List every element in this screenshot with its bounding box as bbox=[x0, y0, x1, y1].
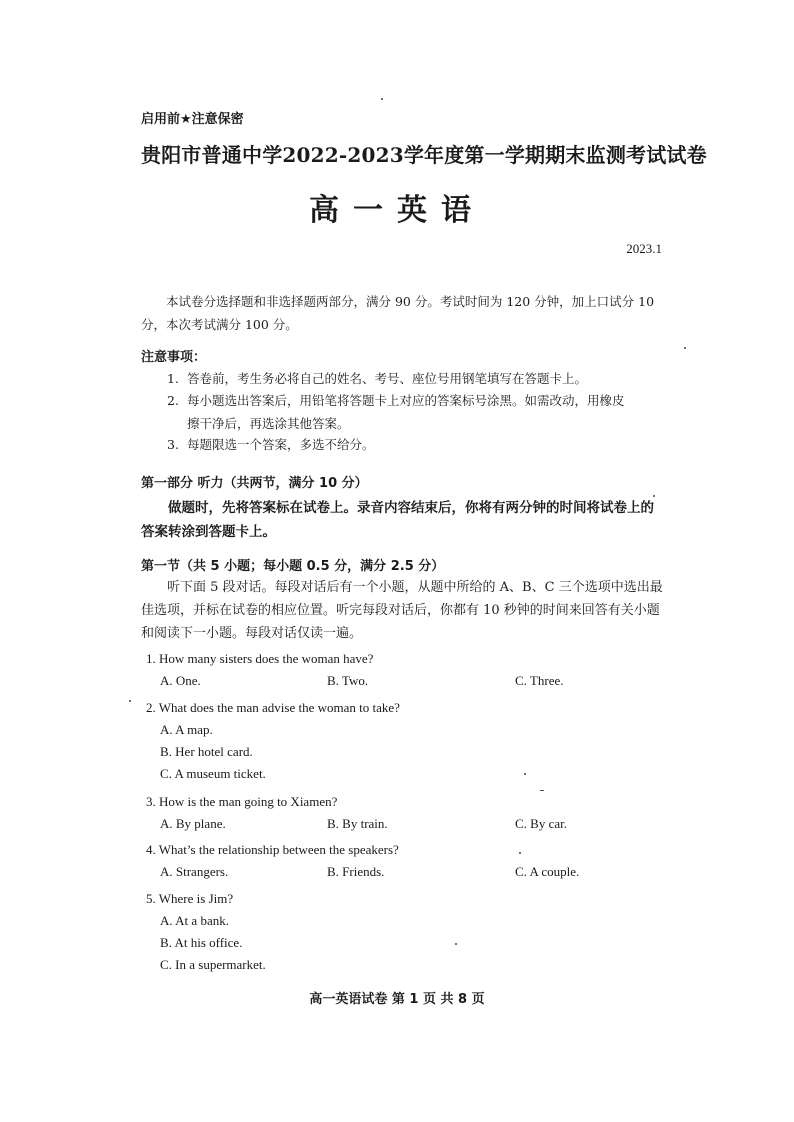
option-b: B. At his office. bbox=[160, 935, 243, 950]
page-footer: 高一英语试卷 第 1 页 共 8 页 bbox=[309, 992, 485, 1007]
note-number: 3. bbox=[167, 437, 179, 452]
option-a: A. One. bbox=[160, 673, 201, 688]
option-c: C. By car. bbox=[515, 816, 567, 831]
note-item bbox=[167, 389, 667, 435]
notes-title: 注意事项： bbox=[141, 350, 207, 365]
option-c: C. A museum ticket. bbox=[160, 766, 266, 781]
question-2: 2. What does the man advise the woman to take? bbox=[146, 700, 400, 715]
intro-paragraph: 本试卷分选择题和非选择题两部分，满分 90 分。考试时间为 120 分钟，加上口试分 10 分，本次考试满分 100 分。 bbox=[141, 294, 655, 332]
scan-speck bbox=[455, 943, 457, 945]
option-b: B. By train. bbox=[327, 816, 388, 831]
option-c: C. Three. bbox=[515, 673, 564, 688]
scan-speck bbox=[540, 790, 544, 791]
part1-title: 第一部分 听力（共两节，满分 10 分） bbox=[141, 476, 368, 491]
exam-title: 贵阳市普通中学2022-2023学年度第一学期期末监测考试试卷 bbox=[141, 143, 707, 167]
option-a: A. By plane. bbox=[160, 816, 226, 831]
note-text: 每小题选出答案后，用铅笔将答题卡上对应的答案标号涂黑。如需改动，用橡皮 bbox=[187, 393, 625, 408]
option-c: C. A couple. bbox=[515, 864, 580, 879]
scan-speck bbox=[684, 347, 686, 349]
note-number: 2. bbox=[167, 393, 179, 408]
note-text-continued: 擦干净后，再选涂其他答案。 bbox=[187, 416, 350, 431]
question-4: 4. What’s the relationship between the speakers? bbox=[146, 842, 399, 857]
exam-date: 2023.1 bbox=[626, 241, 662, 256]
option-c: C. In a supermarket. bbox=[160, 957, 266, 972]
scan-speck bbox=[519, 852, 521, 854]
question-5: 5. Where is Jim? bbox=[146, 891, 234, 906]
option-a: A. At a bank. bbox=[160, 913, 229, 928]
subject-title: 高一英语 bbox=[309, 193, 485, 228]
option-a: A. Strangers. bbox=[160, 864, 229, 879]
option-b: B. Her hotel card. bbox=[160, 744, 253, 759]
option-b: B. Friends. bbox=[327, 864, 385, 879]
section1-instruction: 听下面 5 段对话。每段对话后有一个小题，从题中所给的 A、B、C 三个选项中选出最佳选项，并标在试卷的相应位置。听完每段对话后，你都有 10 秒钟的时间来回答有关小题和阅读下一小题。每段对话仅读一遍。 bbox=[141, 580, 663, 641]
note-number: 1. bbox=[167, 371, 179, 386]
question-1: 1. How many sisters does the woman have? bbox=[146, 651, 374, 666]
section1-title: 第一节（共 5 小题；每小题 0.5 分，满分 2.5 分） bbox=[141, 559, 445, 574]
scan-speck bbox=[653, 495, 655, 497]
confidential-label: 启用前★注意保密 bbox=[141, 112, 244, 127]
question-3: 3. How is the man going to Xiamen? bbox=[146, 794, 338, 809]
option-a: A. A map. bbox=[160, 722, 213, 737]
part1-instruction: 做题时，先将答案标在试卷上。录音内容结束后，你将有两分钟的时间将试卷上的答案转涂到答题卡上。 bbox=[141, 500, 654, 540]
note-item bbox=[167, 433, 667, 456]
scan-speck bbox=[381, 98, 383, 100]
note-text: 答卷前，考生务必将自己的姓名、考号、座位号用钢笔填写在答题卡上。 bbox=[187, 371, 588, 386]
note-text: 每题限选一个答案，多选不给分。 bbox=[187, 437, 375, 452]
scan-speck bbox=[129, 700, 131, 702]
scan-speck bbox=[524, 773, 526, 775]
option-b: B. Two. bbox=[327, 673, 369, 688]
note-item bbox=[167, 367, 667, 390]
